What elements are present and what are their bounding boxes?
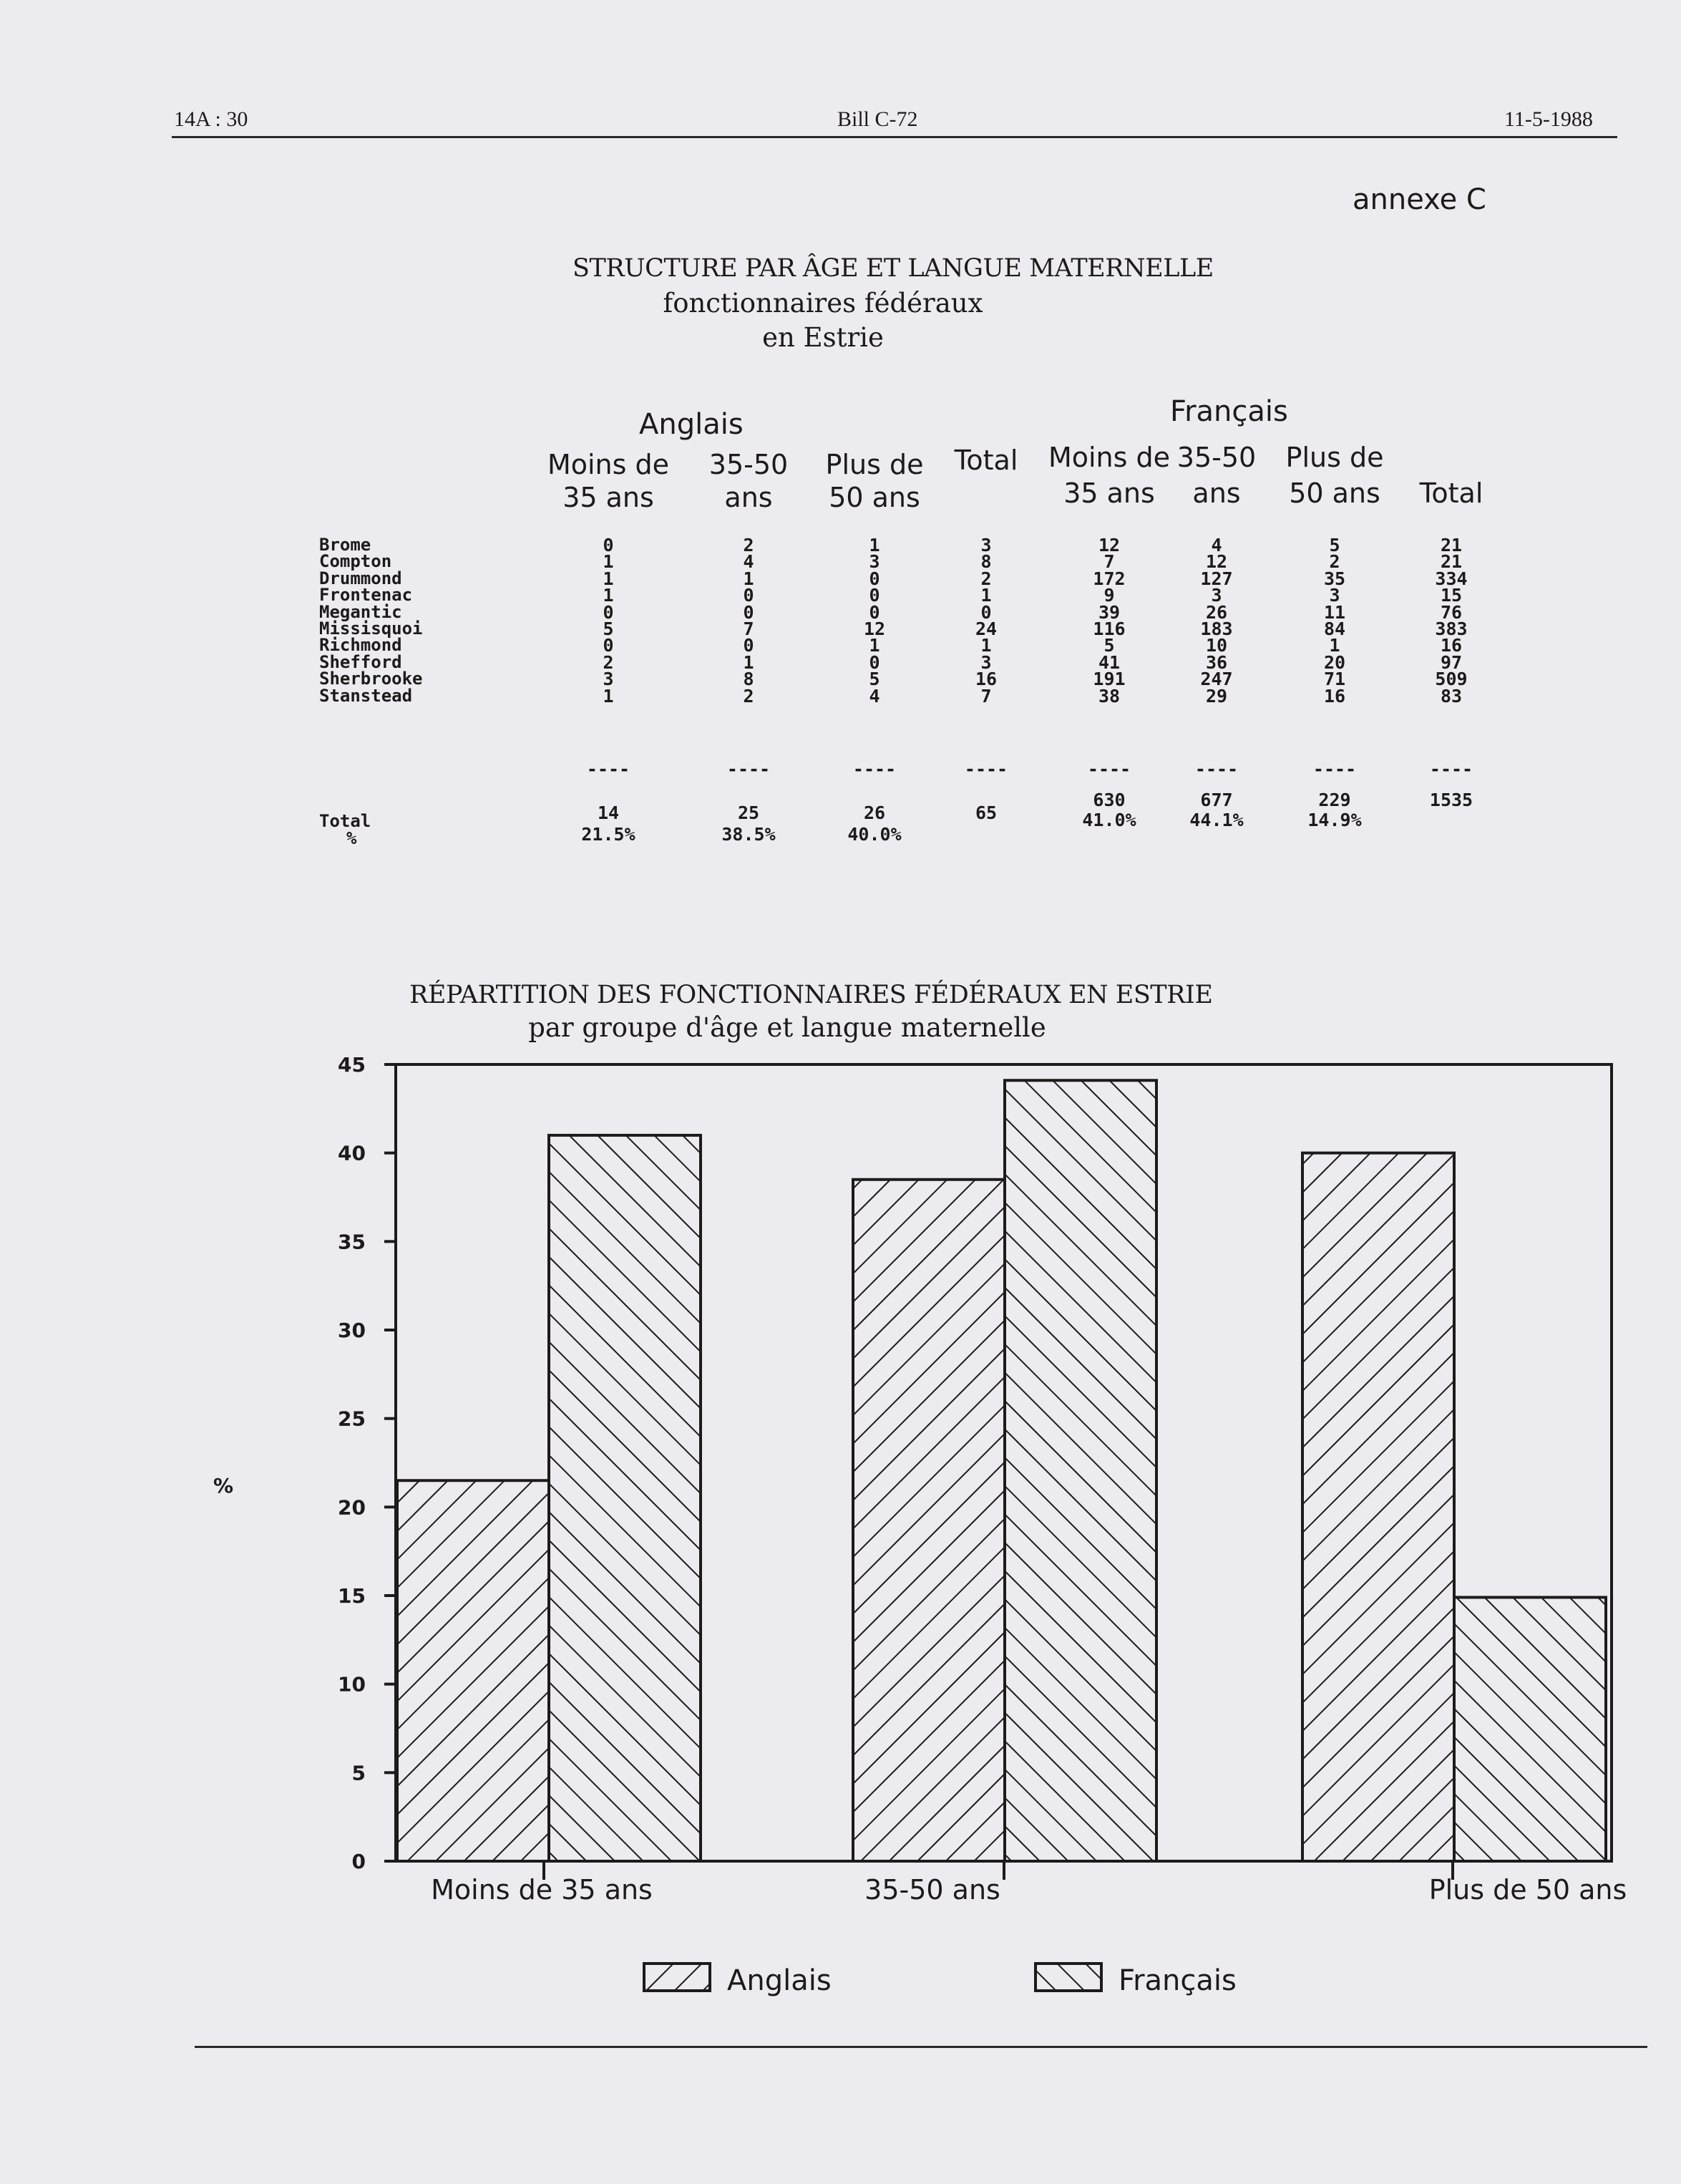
column-header: ans [1192,477,1241,509]
table-divider: ---- [1429,759,1473,780]
table-cell: 1 [869,535,880,555]
bar-anglais [1302,1153,1454,1861]
table-cell: 3 [980,651,992,673]
table-cell: 1 [603,585,614,606]
table-cell: 12 [1205,551,1228,573]
annex-label: annexe C [1353,183,1486,216]
row-label: Missisquoi [319,618,423,639]
table-cell: 0 [869,568,880,589]
table-cell: 71 [1323,669,1346,690]
row-label: Compton [319,551,392,572]
column-header: 50 ans [1289,477,1380,509]
page-number: 14A : 30 [174,107,248,131]
table-divider: ---- [726,759,771,780]
column-header: Total [1419,477,1483,509]
y-tick-label: 10 [338,1672,366,1697]
table-cell: 97 [1440,651,1463,673]
column-header: Moins de [547,449,670,480]
table-cell: 1 [980,585,992,606]
table-cell: 0 [980,601,992,623]
y-tick-label: 35 [338,1230,366,1254]
row-label: Drummond [319,568,402,588]
column-header: 35 ans [1063,477,1155,509]
y-axis-label: % [213,1474,234,1498]
row-label: Brome [319,535,371,555]
row-label: Stanstead [319,685,413,706]
table-cell: 3 [603,669,614,690]
table-cell: 5 [603,618,614,639]
x-tick-label: 35-50 ans [864,1874,1000,1906]
table-cell: 12 [1098,535,1121,555]
row-label: Shefford [319,651,402,672]
y-tick-label: 15 [338,1584,366,1608]
table-cell: 509 [1435,669,1468,690]
total-cell: 14 [597,802,620,823]
y-tick-label: 45 [338,1053,366,1077]
column-header: 35-50 [708,449,789,480]
table-cell: 5 [1103,635,1115,656]
chart-subtitle: par groupe d'âge et langue maternelle [528,1012,1046,1043]
table-cell: 4 [1211,535,1222,555]
table-cell: 0 [603,635,614,656]
table-cell: 16 [1323,685,1346,707]
chart-title: RÉPARTITION DES FONCTIONNAIRES FÉDÉRAUX EN ESTRIE [409,981,1213,1009]
table-title: STRUCTURE PAR ÂGE ET LANGUE MATERNELLE [572,254,1214,283]
table-cell: 8 [743,669,754,690]
table-cell: 0 [869,585,880,606]
table-cell: 26 [1205,601,1228,623]
table-cell: 11 [1323,601,1346,623]
total-cell: 1535 [1429,790,1473,810]
percent-cell: 14.9% [1307,810,1362,830]
column-header: Plus de [825,449,924,480]
table-cell: 10 [1205,635,1228,656]
legend-label: Anglais [727,1964,832,1997]
table-cell: 76 [1440,601,1463,623]
bar-francais [1005,1080,1156,1861]
row-label: Megantic [319,601,402,622]
table-cell: 12 [863,618,886,639]
legend-label: Français [1119,1964,1237,1997]
table-cell: 0 [869,651,880,673]
table-cell: 83 [1440,685,1463,707]
column-header: Moins de [1048,442,1171,473]
table-cell: 8 [980,551,992,573]
column-header: 35-50 [1176,442,1257,473]
table-cell: 1 [603,568,614,589]
table-cell: 16 [1440,635,1463,656]
percent-cell: 41.0% [1082,810,1136,830]
table-cell: 183 [1200,618,1233,639]
table-cell: 21 [1440,535,1463,555]
row-label: Frontenac [319,585,413,606]
percent-cell: 21.5% [581,824,635,845]
y-tick-label: 20 [338,1495,366,1520]
total-cell: 677 [1200,790,1233,810]
table-divider: ---- [1087,759,1131,780]
bill-reference: Bill C-72 [837,107,918,131]
table-subtitle-2: en Estrie [762,322,884,353]
x-tick-label: Plus de 50 ans [1428,1874,1627,1906]
table-cell: 2 [743,685,754,707]
bar-francais [1454,1597,1606,1861]
table-cell: 7 [743,618,754,639]
bar-anglais [397,1480,549,1861]
table-divider: ---- [586,759,630,780]
footer-rule [195,2046,1647,2048]
table-cell: 15 [1440,585,1463,606]
table-cell: 29 [1205,685,1228,707]
table-cell: 1 [743,568,754,589]
table-cell: 2 [743,535,754,555]
table-cell: 3 [1211,585,1222,606]
total-cell: 65 [975,802,998,823]
percent-cell: 44.1% [1189,810,1244,830]
table-cell: 1 [603,551,614,573]
table-cell: 1 [603,685,614,707]
row-label: Sherbrooke [319,669,423,689]
percent-label: % [346,828,357,848]
table-cell: 35 [1323,568,1346,589]
table-cell: 2 [1329,551,1340,573]
table-subtitle-1: fonctionnaires fédéraux [663,288,983,319]
bar-francais [549,1135,701,1861]
table-cell: 5 [869,669,880,690]
table-cell: 334 [1435,568,1468,589]
table-cell: 127 [1200,568,1233,589]
bar-anglais [853,1180,1005,1861]
page-date: 11-5-1988 [1504,107,1593,131]
table-cell: 191 [1093,669,1126,690]
column-header: 35 ans [562,482,654,513]
table-cell: 383 [1435,618,1468,639]
table-cell: 4 [869,685,880,707]
table-cell: 3 [980,535,992,555]
y-tick-label: 30 [338,1319,366,1342]
table-cell: 3 [1329,585,1340,606]
table-cell: 20 [1323,651,1346,673]
table-cell: 3 [869,551,880,573]
y-tick-label: 25 [338,1407,366,1431]
table-cell: 0 [743,585,754,606]
table-divider: ---- [1312,759,1357,780]
total-cell: 630 [1093,790,1126,810]
total-cell: 26 [863,802,886,823]
y-tick-label: 0 [351,1850,366,1873]
column-header: ans [724,482,773,513]
table-cell: 0 [603,535,614,555]
legend-swatch-anglais [644,1964,710,1991]
table-cell: 2 [980,568,992,589]
percent-cell: 38.5% [721,824,776,845]
total-label: Total [319,811,371,831]
y-tick-label: 5 [351,1761,366,1785]
total-cell: 229 [1318,790,1351,810]
table-cell: 1 [869,635,880,656]
legend-swatch-francais [1036,1964,1101,1991]
table-cell: 38 [1098,685,1121,707]
table-divider: ---- [964,759,1008,780]
table-cell: 1 [980,635,992,656]
table-cell: 172 [1093,568,1126,589]
table-cell: 7 [1103,551,1115,573]
y-tick-label: 40 [338,1141,366,1165]
group-label-anglais: Anglais [639,408,744,441]
table-cell: 7 [980,685,992,707]
table-cell: 41 [1098,651,1121,673]
percent-cell: 40.0% [847,824,902,845]
x-tick-label: Moins de 35 ans [431,1874,653,1906]
table-cell: 4 [743,551,754,573]
table-cell: 1 [1329,635,1340,656]
table-divider: ---- [852,759,897,780]
column-header: Plus de [1285,442,1384,473]
table-cell: 9 [1103,585,1115,606]
row-label: Richmond [319,635,402,656]
table-cell: 0 [743,601,754,623]
table-cell: 16 [975,669,998,690]
table-cell: 247 [1200,669,1233,690]
table-cell: 0 [603,601,614,623]
table-cell: 36 [1205,651,1228,673]
column-header: 50 ans [829,482,920,513]
table-cell: 2 [603,651,614,673]
table-cell: 116 [1093,618,1126,639]
table-divider: ---- [1194,759,1239,780]
total-cell: 25 [737,802,760,823]
table-cell: 0 [743,635,754,656]
table-cell: 21 [1440,551,1463,573]
group-label-francais: Français [1170,395,1288,428]
table-cell: 39 [1098,601,1121,623]
table-cell: 24 [975,618,998,639]
table-cell: 1 [743,651,754,673]
table-cell: 5 [1329,535,1340,555]
column-header: Total [954,445,1018,476]
table-cell: 84 [1323,618,1346,639]
table-cell: 0 [869,601,880,623]
